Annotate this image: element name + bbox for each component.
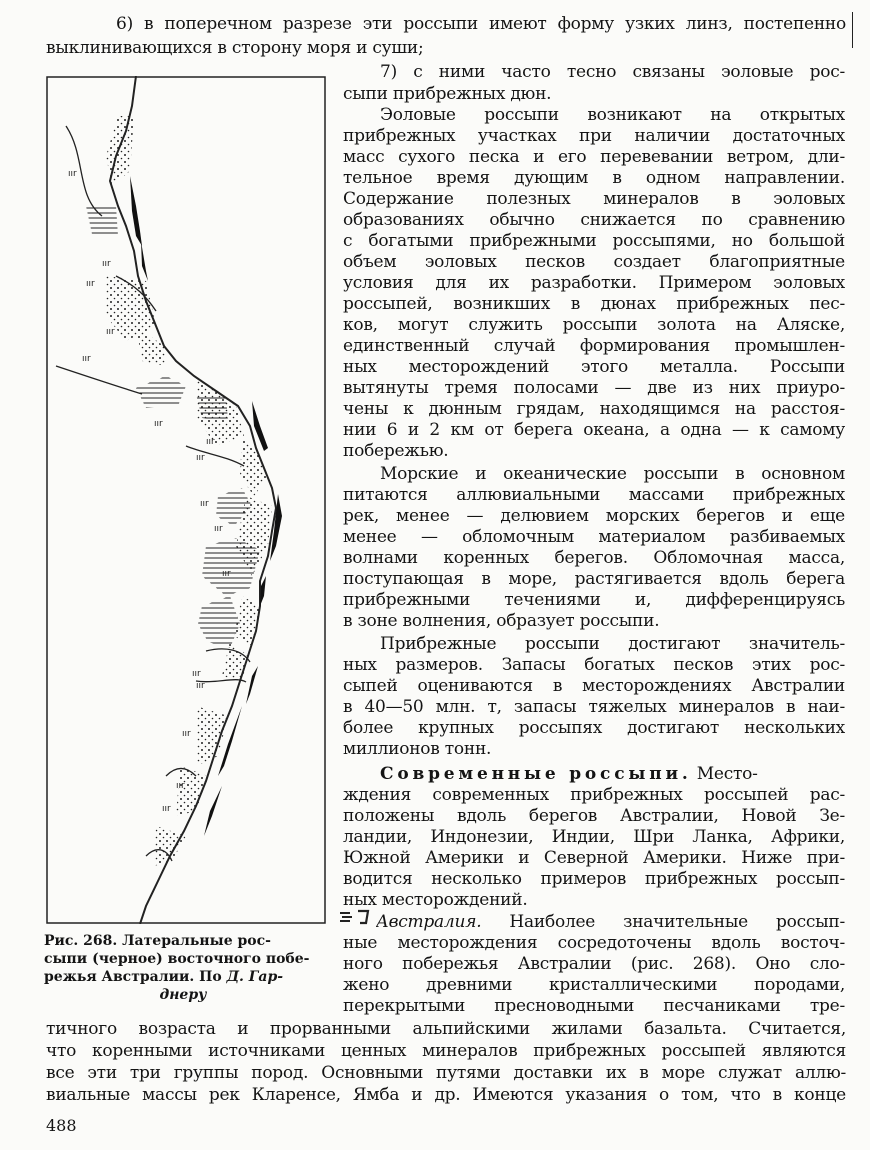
text-line: ных размеров. Запасы богатых песков этих рос-: [343, 655, 845, 675]
svg-text:ıır: ıır: [162, 804, 171, 814]
svg-text:ıır: ıır: [106, 327, 115, 337]
text-line: в 40—50 млн. т, запасы тяжелых минералов в наи-: [343, 697, 845, 717]
svg-text:ıır: ıır: [192, 669, 201, 679]
text-line: сыпей оцениваются в месторождениях Австралии: [343, 676, 845, 696]
page-number: 488: [46, 1116, 77, 1135]
text-line: положены вдоль берегов Австралии, Новой Зе-: [343, 806, 845, 826]
svg-text:ıır: ıır: [200, 499, 209, 509]
caption-line: сыпи (черное) восточного побе-: [44, 951, 310, 967]
text-line: ных месторождений этого металла. Россыпи: [343, 357, 845, 377]
text-line: Морские и океанические россыпи в основном: [380, 464, 845, 484]
text-line: ных месторождений.: [343, 890, 528, 910]
region-label: Австралия.: [376, 912, 482, 932]
text-line: объем эоловых песков создает благоприятные: [343, 252, 845, 272]
section-heading-line: [380, 764, 758, 784]
svg-text:ıır: ıır: [182, 729, 191, 739]
coast-map-svg: [46, 76, 326, 924]
svg-text:ıır: ıır: [102, 259, 111, 269]
svg-text:ıır: ıır: [68, 169, 77, 179]
text-line: перекрытыми пресноводными песчаниками тре-: [343, 996, 845, 1016]
text-line: более крупных россыпях достигают нескольких: [343, 718, 845, 738]
text-line: образованиях обычно снижается по сравнению: [343, 210, 845, 230]
bracket-mark-icon: [338, 909, 372, 925]
text-line: сыпи прибрежных дюн.: [343, 84, 552, 104]
text-line: 7) с ними часто тесно связаны эоловые рос-: [380, 62, 845, 82]
text-line: ков, могут служить россыпи золота на Аляске,: [343, 315, 845, 335]
text-line: прибрежными течениями и, дифференцируясь: [343, 590, 845, 610]
text-line: нии 6 и 2 км от берега океана, а одна — к самому: [343, 420, 845, 440]
text-line: ные месторождения сосредоточены вдоль восточ-: [343, 933, 845, 953]
text-line: условия для их разработки. Примером эоловых: [343, 273, 845, 293]
text-line: рек, менее — делювием морских берегов и еще: [343, 506, 845, 526]
text-line: тельное время дующим в одном направлении.: [343, 168, 845, 188]
text-line: с богатыми прибрежными россыпями, но большой: [343, 231, 845, 251]
text-line: водится несколько примеров прибрежных россып-: [343, 869, 845, 889]
text-line: тичного возраста и прорванными альпийскими жилами базальта. Считается,: [46, 1019, 846, 1039]
margin-rule: [852, 12, 853, 48]
text-line: в зоне волнения, образует россыпи.: [343, 611, 660, 631]
text-line: чены к дюнным грядам, находящимся на расстоя-: [343, 399, 845, 419]
caption-line: [44, 968, 322, 986]
caption-text: режья Австралии. По: [44, 969, 227, 985]
svg-text:ıır: ıır: [154, 419, 163, 429]
text-line: виальные массы рек Кларенсе, Ямба и др. Имеются указания о том, что в конце: [46, 1085, 846, 1105]
text-line: единственный случай формирования промышлен-: [343, 336, 845, 356]
text-run: Наиболее значительные россып-: [481, 912, 845, 932]
svg-text:ıır: ıır: [222, 569, 231, 579]
text-line: Прибрежные россыпи достигают значитель-: [380, 634, 845, 654]
text-line: вытянуты тремя полосами — две из них приуро-: [343, 378, 845, 398]
text-line: волнами коренных берегов. Обломочная масса,: [343, 548, 845, 568]
text-line: выклинивающихся в сторону моря и суши;: [46, 38, 424, 58]
text-line: миллионов тонн.: [343, 739, 492, 759]
text-line: менее — обломочным материалом разбиваемых: [343, 527, 845, 547]
text-line: Южной Америки и Северной Америки. Ниже при-: [343, 848, 845, 868]
text-line: побережью.: [343, 441, 449, 461]
figure-caption: [44, 932, 322, 1004]
text-line: Эоловые россыпи возникают на открытых: [380, 105, 845, 125]
svg-text:ıır: ıır: [214, 524, 223, 534]
caption-line: днеру: [159, 987, 207, 1003]
text-line: все эти три группы пород. Основными путями доставки их в море служат аллю-: [46, 1063, 846, 1083]
text-line: ного побережья Австралии (рис. 268). Оно сло-: [343, 954, 845, 974]
text-line: жено древними кристаллическими породами,: [343, 975, 845, 995]
caption-author: Д. Гар-: [226, 969, 284, 985]
text-line: ждения современных прибрежных россыпей рас-: [343, 785, 845, 805]
text-line: 6) в поперечном разрезе эти россыпи имеют форму узких линз, постепенно: [116, 14, 846, 34]
svg-text:ıır: ıır: [206, 437, 215, 447]
text-line: Содержание полезных минералов в эоловых: [343, 189, 845, 209]
svg-text:ıır: ıır: [86, 279, 95, 289]
caption-line: Рис. 268. Латеральные рос-: [44, 933, 271, 949]
text-line: масс сухого песка и его перевевании ветром, дли-: [343, 147, 845, 167]
svg-text:ıır: ıır: [196, 453, 205, 463]
text-run: Место-: [691, 764, 758, 784]
svg-text:ıır: ıır: [196, 681, 205, 691]
section-heading: Современные россыпи.: [380, 764, 692, 784]
text-line: что коренными источниками ценных минералов прибрежных россыпей являются: [46, 1041, 846, 1061]
text-line: поступающая в море, растягивается вдоль берега: [343, 569, 845, 589]
text-line: прибрежных участках при наличии достаточных: [343, 126, 845, 146]
text-line: [376, 912, 845, 932]
text-line: россыпей, возникших в дюнах прибрежных пес-: [343, 294, 845, 314]
figure-coast-map: [46, 76, 326, 924]
text-line: питаются аллювиальными массами прибрежных: [343, 485, 845, 505]
svg-text:ıır: ıır: [176, 781, 185, 791]
svg-text:ıır: ıır: [82, 354, 91, 364]
text-line: ландии, Индонезии, Индии, Шри Ланка, Африки,: [343, 827, 845, 847]
